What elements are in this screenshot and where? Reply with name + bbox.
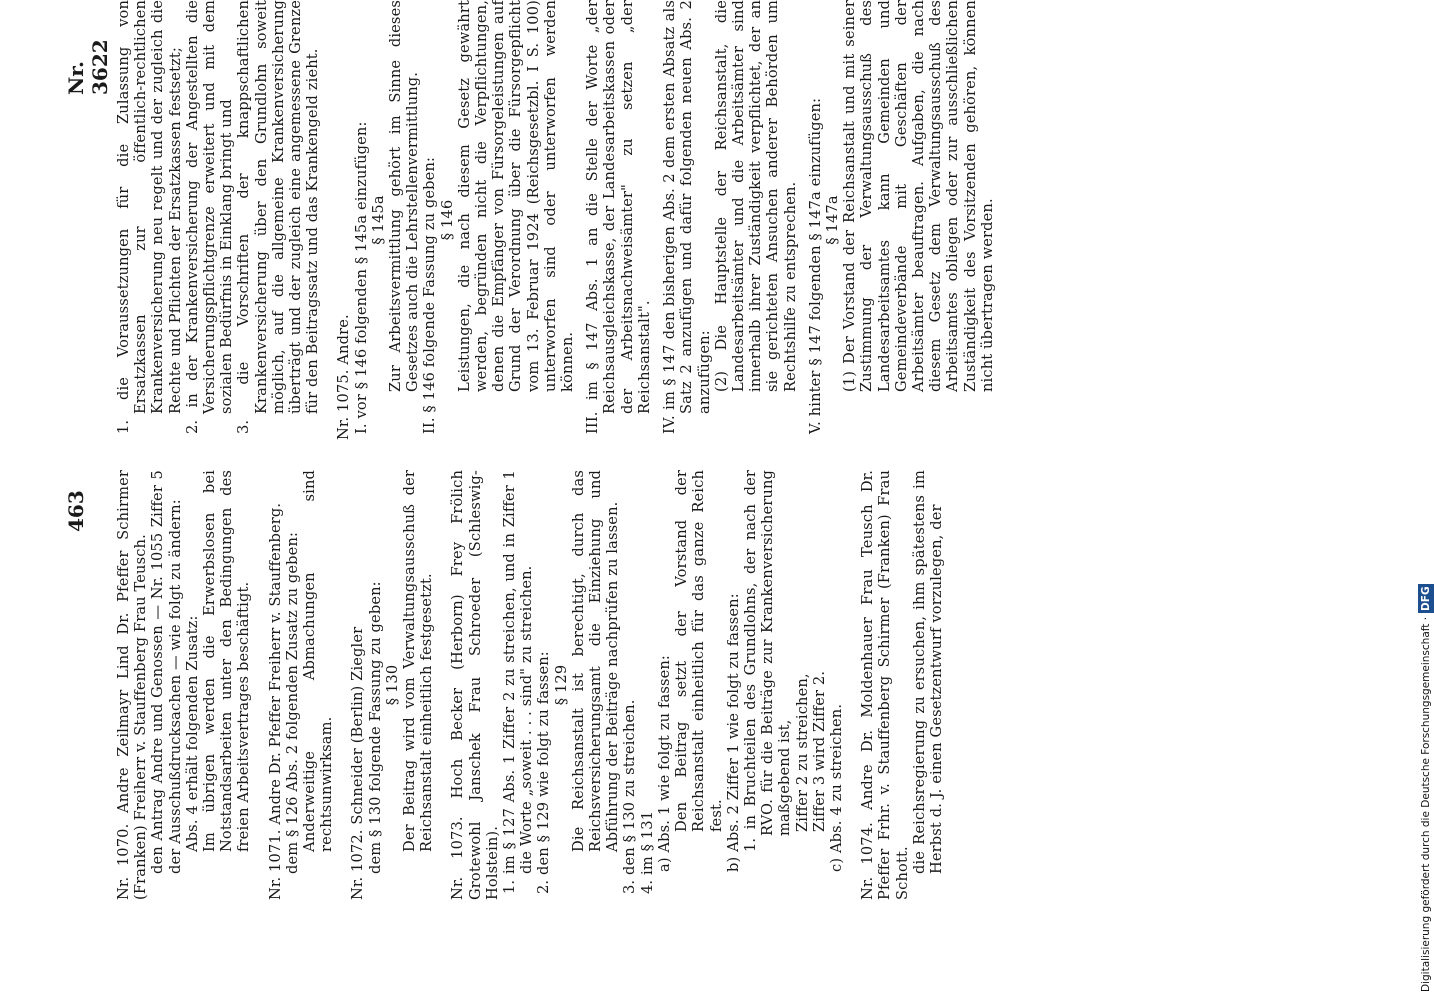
credit-text: Digitalisierung gefördert durch die Deutsche Forschungsgemeinschaft ·: [1420, 616, 1432, 992]
motion-1072: [349, 470, 435, 900]
motion-1075: [335, 0, 996, 440]
motion-1074-continuation: [115, 0, 321, 440]
motion-1071-text: dem § 126 Abs. 2 folgenden Zusatz zu geben:: [283, 531, 301, 874]
motion-1074-heading: Nr. 1074. Andre Dr. Moldenhauer Frau Teusch Dr. Pfeffer Frhr. v. Stauffenberg Schirmer (Franken) Frau Schott.: [859, 470, 911, 900]
motion-1075-item-II: II. § 146 folgende Fassung zu geben:: [421, 156, 439, 434]
document-number: Nr. 3622: [64, 39, 112, 95]
section-147a-text: (1) Der Vorstand der Reichsanstalt und mit seiner Zustimmung der Verwaltungsausschuß des Landesarbeitsamtes kann Gemeinden und Gemeindeverbände mit Geschäften der Arbeitsämter beauftragen. Aufgaben, die nach diesem Gesetz dem Verwaltungsausschuß des Arbeitsamtes obliegen oder zur ausschließlichen Zuständigkeit des Vorsitzenden gehören, können nicht übertragen werden.: [841, 0, 996, 392]
motion-1070: [115, 470, 253, 900]
motion-1070-addition: Im übrigen werden die Erwerbslosen bei Notstandsarbeiten unter den Bedingungen des freien Arbeitsvertrages beschäftigt.: [201, 470, 253, 852]
motion-1072-text: dem § 130 folgende Fassung zu geben:: [366, 581, 384, 874]
motion-1073-item-4a: a) Abs. 1 wie folgt zu fassen:: [655, 655, 673, 872]
motion-1070-heading: Nr. 1070. Andre Zeilmayr Lind Dr. Pfeffer Schirmer (Franken) Freiherr v. Stauffenberg Frau Teusch.: [115, 470, 150, 900]
motion-1071-heading: Nr. 1071. Andre Dr. Pfeffer Freiherr v. Stauffenberg.: [266, 502, 284, 900]
section-130-text: Der Beitrag wird vom Verwaltungsausschuß der Reichsanstalt einheitlich festgesetzt.: [401, 470, 436, 852]
page-number: 463: [64, 490, 88, 532]
motion-1073-item-4b-2: Ziffer 2 zu streichen,: [793, 673, 811, 832]
section-146-title: § 146: [438, 199, 456, 241]
motion-1070-clause: Abs. 4 erhält folgenden Zusatz:: [183, 615, 201, 852]
left-column: [115, 470, 959, 900]
section-146-text: Leistungen, die nach diesem Gesetz gewährt werden, begründen nicht die Verpflichtungen, denen die Empfänger von Fürsorgeleistungen auf Grund der Verordnung über die Fürsorgepflicht vom 13. Februar 1924 (Reichsgesetzbl. I S. 100) unterworfen sind oder unterworfen werden können.: [455, 0, 577, 392]
motion-1074-text: die Reichsregierung zu ersuchen, ihm spätestens im Herbst d. J. einen Gesetzentwurf vorzulegen, der: [910, 470, 945, 874]
digitization-credit: [1418, 8, 1434, 992]
motion-1070-text: den Antrag Andre und Genossen — Nr. 1055 Ziffer 5 der Ausschußdrucksachen — wie folgt zu ändern:: [149, 470, 184, 874]
section-129-text: Die Reichsanstalt ist berechtigt, durch das Reichsversicherungsamt die Einziehung und Abführung der Beiträge nachprüfen zu lassen.: [569, 470, 622, 852]
motion-1075-item-V: V. hinter § 147 folgenden § 147a einzufügen:: [806, 97, 824, 434]
motion-1073-item-3: 3. den § 130 zu streichen.: [621, 699, 639, 894]
section-130-title: § 130: [383, 664, 401, 706]
motion-1075-item-IV: IV. im § 147 den bisherigen Abs. 2 dem ersten Absatz als Satz 2 anzufügen und dafür folgenden neuen Abs. 2 anzufügen:: [661, 0, 713, 434]
motion-1075-item-III: III. im § 147 Abs. 1 an die Stelle der Worte „der Reichsausgleichskasse, der Landesarbeitskassen oder der Arbeitsnachweisämter" zu setzen „der Reichsanstalt".: [584, 0, 653, 434]
motion-1074: [859, 470, 945, 900]
dfg-logo: DFG: [1420, 586, 1432, 611]
motion-1073-item-4b-1: 1. in Bruchteilen des Grundlohns, der nach der RVO. für die Beiträge zur Krankenversicherung maßgebend ist,: [741, 470, 794, 852]
right-column: [115, 0, 1010, 440]
motion-1075-heading: Nr. 1075. Andre.: [335, 314, 353, 440]
document-page: [20, 0, 1400, 1000]
section-145a-title: § 145a: [369, 195, 387, 245]
motion-1073-item-4: 4. im § 131: [638, 810, 656, 894]
motion-1074-item-1: 1. die Voraussetzungen für die Zulassung von Ersatzkassen zur öffentlich-rechtlichen Krankenversicherung neu regelt und der zugleich die Rechte und Pflichten der Ersatzkassen festsetzt;: [115, 0, 184, 434]
motion-1074-item-3: 3. die Vorschriften der knappschaftlichen Krankenversicherung über den Grundlohn soweit möglich, auf die allgemeine Krankenversicherung überträgt und der zugleich eine angemessene Grenze für den Beitragssatz und das Krankengeld zieht.: [235, 0, 322, 434]
section-145a-text: Zur Arbeitsvermittlung gehört im Sinne dieses Gesetzes auch die Lehrstellenvermittlung.: [387, 0, 422, 392]
motion-1074-item-2: 2. in der Krankenversicherung der Angestellten die Versicherungspflichtgrenze erweitert und mit dem sozialen Bedürfnis in Einklang bringt und: [183, 0, 236, 434]
motion-1071: [267, 470, 336, 900]
motion-1073: [449, 470, 845, 900]
section-129-title: § 129: [552, 664, 570, 706]
motion-1073-item-4b-3: Ziffer 3 wird Ziffer 2.: [810, 670, 828, 832]
motion-1071-addition: Anderweitige Abmachungen sind rechtsunwirksam.: [301, 470, 336, 852]
motion-1073-heading: Nr. 1073. Hoch Becker (Herborn) Frey Frölich Grotewohl Janschek Frau Schroeder (Schleswig-Holstein).: [449, 470, 501, 900]
motion-1073-item-2: 2. den § 129 wie folgt zu fassen:: [535, 651, 553, 894]
motion-1073-item-4b: b) Abs. 2 Ziffer 1 wie folgt zu fassen:: [724, 593, 742, 872]
motion-1072-heading: Nr. 1072. Schneider (Berlin) Ziegler: [349, 626, 367, 900]
motion-1075-item-I: I. vor § 146 folgenden § 145a einzufügen:: [352, 121, 370, 434]
section-147a-title: § 147a: [823, 195, 841, 245]
motion-1073-item-1: 1. im § 127 Abs. 1 Ziffer 2 zu streichen, und in Ziffer 1 die Worte „soweit . . . sind" zu streichen.: [501, 470, 536, 894]
motion-1073-item-4a-text: Den Beitrag setzt der Vorstand der Reichsanstalt einheitlich für das ganze Reich fest.: [673, 470, 725, 832]
section-147-abs2-text: (2) Die Hauptstelle der Reichsanstalt, die Landesarbeitsämter und die Arbeitsämter sind innerhalb ihrer Zuständigkeit verpflichtet, der an sie gerichteten Ansuchen anderer Behörden um Rechtshilfe zu entsprechen.: [712, 0, 799, 392]
motion-1073-item-4c: c) Abs. 4 zu streichen.: [827, 703, 845, 872]
